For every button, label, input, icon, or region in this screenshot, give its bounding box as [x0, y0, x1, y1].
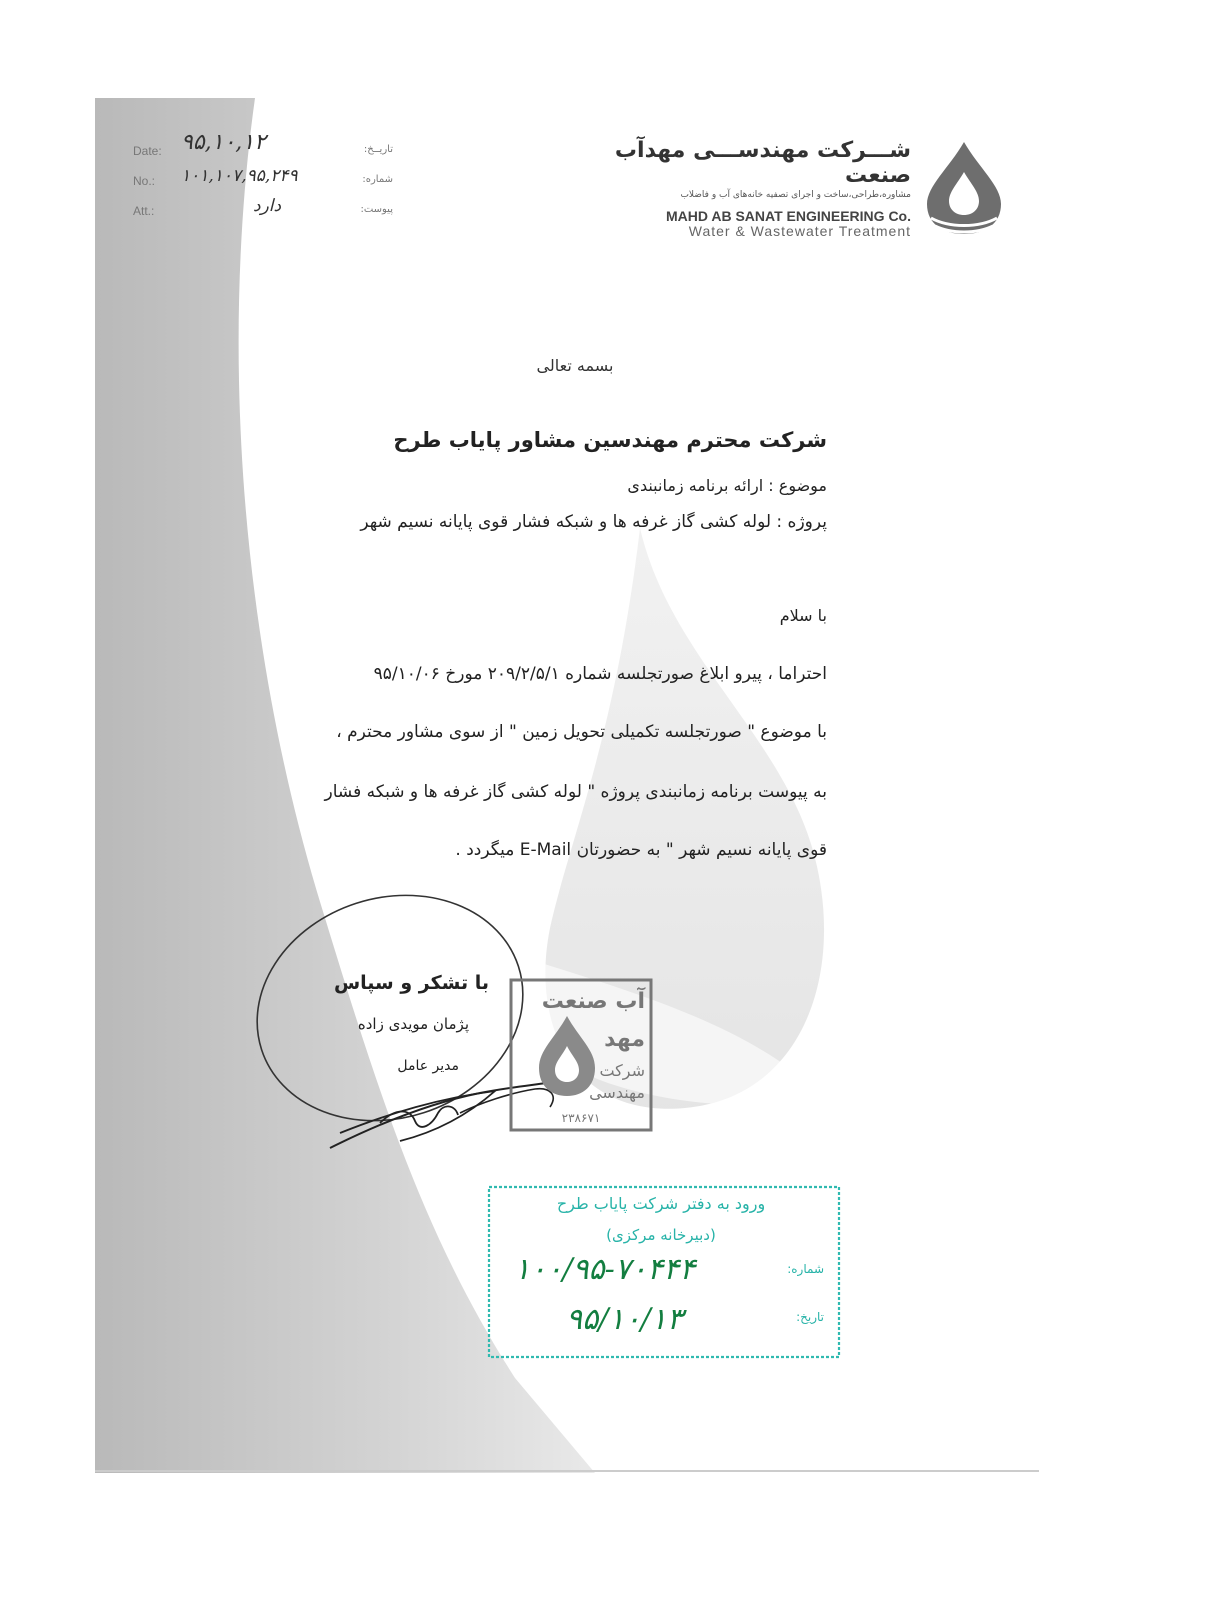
svg-text:آب صنعت: آب صنعت [541, 989, 645, 1014]
closing-phrase: با تشکر و سپاس [333, 972, 489, 994]
project-line: پروژه : لوله کشی گاز غرفه ها و شبکه فشار قوی پایانه نسیم شهر [360, 512, 827, 532]
body-line: احتراما ، پیرو ابلاغ صورتجلسه شماره ۲۰۹/۲/۵/۱ مورخ ۹۵/۱۰/۰۶ [373, 664, 827, 684]
number-label-fa: شماره: [362, 174, 393, 185]
svg-text:مهندسی: مهندسی [589, 1083, 645, 1102]
body-line: به پیوست برنامه زمانبندی پروژه " لوله کشی گاز غرفه ها و شبکه فشار [324, 782, 827, 802]
number-row [133, 168, 433, 198]
attachment-label-en: Att.: [133, 204, 155, 218]
receipt-date-label: تاریخ: [796, 1310, 824, 1324]
attachment-label-fa: پیوست: [360, 204, 393, 215]
company-subtitle-fa: مشاوره،طراحی،ساخت و اجرای تصفیه خانه‌های آب و فاضلاب [680, 190, 911, 200]
date-label-en: Date: [133, 144, 162, 158]
signer-name: پژمان مویدی زاده [357, 1015, 469, 1033]
svg-text:۲۳۸۶۷۱: ۲۳۸۶۷۱ [561, 1111, 601, 1125]
number-label-en: No.: [133, 174, 156, 188]
letter-metadata [133, 130, 433, 228]
company-header [571, 138, 911, 239]
body-line: قوی پایانه نسیم شهر " به حضورتان E-Mail میگردد . [455, 840, 827, 860]
receipt-number-value: ۱۰۰/۹۵-۷۰۴۴۴ [514, 1252, 696, 1287]
attachment-value: دارد [253, 196, 282, 216]
company-name-en: MAHD AB SANAT ENGINEERING Co. [666, 208, 911, 224]
letterhead-sheet [95, 98, 1039, 1473]
receipt-number-label: شماره: [787, 1262, 824, 1276]
receipt-stamp [486, 1184, 844, 1360]
company-name-fa: شـــرکت مهندســـی مهدآب صنعت [614, 138, 911, 188]
svg-text:شرکت: شرکت [599, 1061, 645, 1080]
body-line: با موضوع " صورتجلسه تکمیلی تحویل زمین " از سوی مشاور محترم ، [336, 722, 827, 742]
date-label-fa: تاریــخ: [363, 144, 393, 155]
receipt-stamp-subtitle: (دبیرخانه مرکزی) [606, 1226, 716, 1244]
recipient: شرکت محترم مهندسین مشاور پایاب طرح [393, 428, 827, 452]
company-seal [507, 976, 657, 1136]
date-row [133, 130, 433, 168]
water-drop-logo-icon [919, 138, 1009, 238]
attachment-row [133, 198, 433, 228]
company-tagline-en: Water & Wastewater Treatment [688, 223, 911, 239]
number-value: ۱۰۱,۱۰۷,۹۵,۲۴۹ [181, 166, 298, 186]
signer-title: مدیر عامل [397, 1058, 459, 1074]
receipt-date-value: ۹۵/۱۰/۱۳ [566, 1302, 683, 1337]
bismillah: بسمه تعالی [536, 356, 614, 375]
greeting: با سلام [779, 606, 827, 625]
date-value: ۹۵,۱۰,۱۲ [181, 130, 266, 155]
subject-line: موضوع : ارائه برنامه زمانبندی [627, 476, 827, 495]
receipt-stamp-title: ورود به دفتر شرکت پایاب طرح [556, 1194, 766, 1213]
svg-text:مهد: مهد [604, 1027, 645, 1052]
